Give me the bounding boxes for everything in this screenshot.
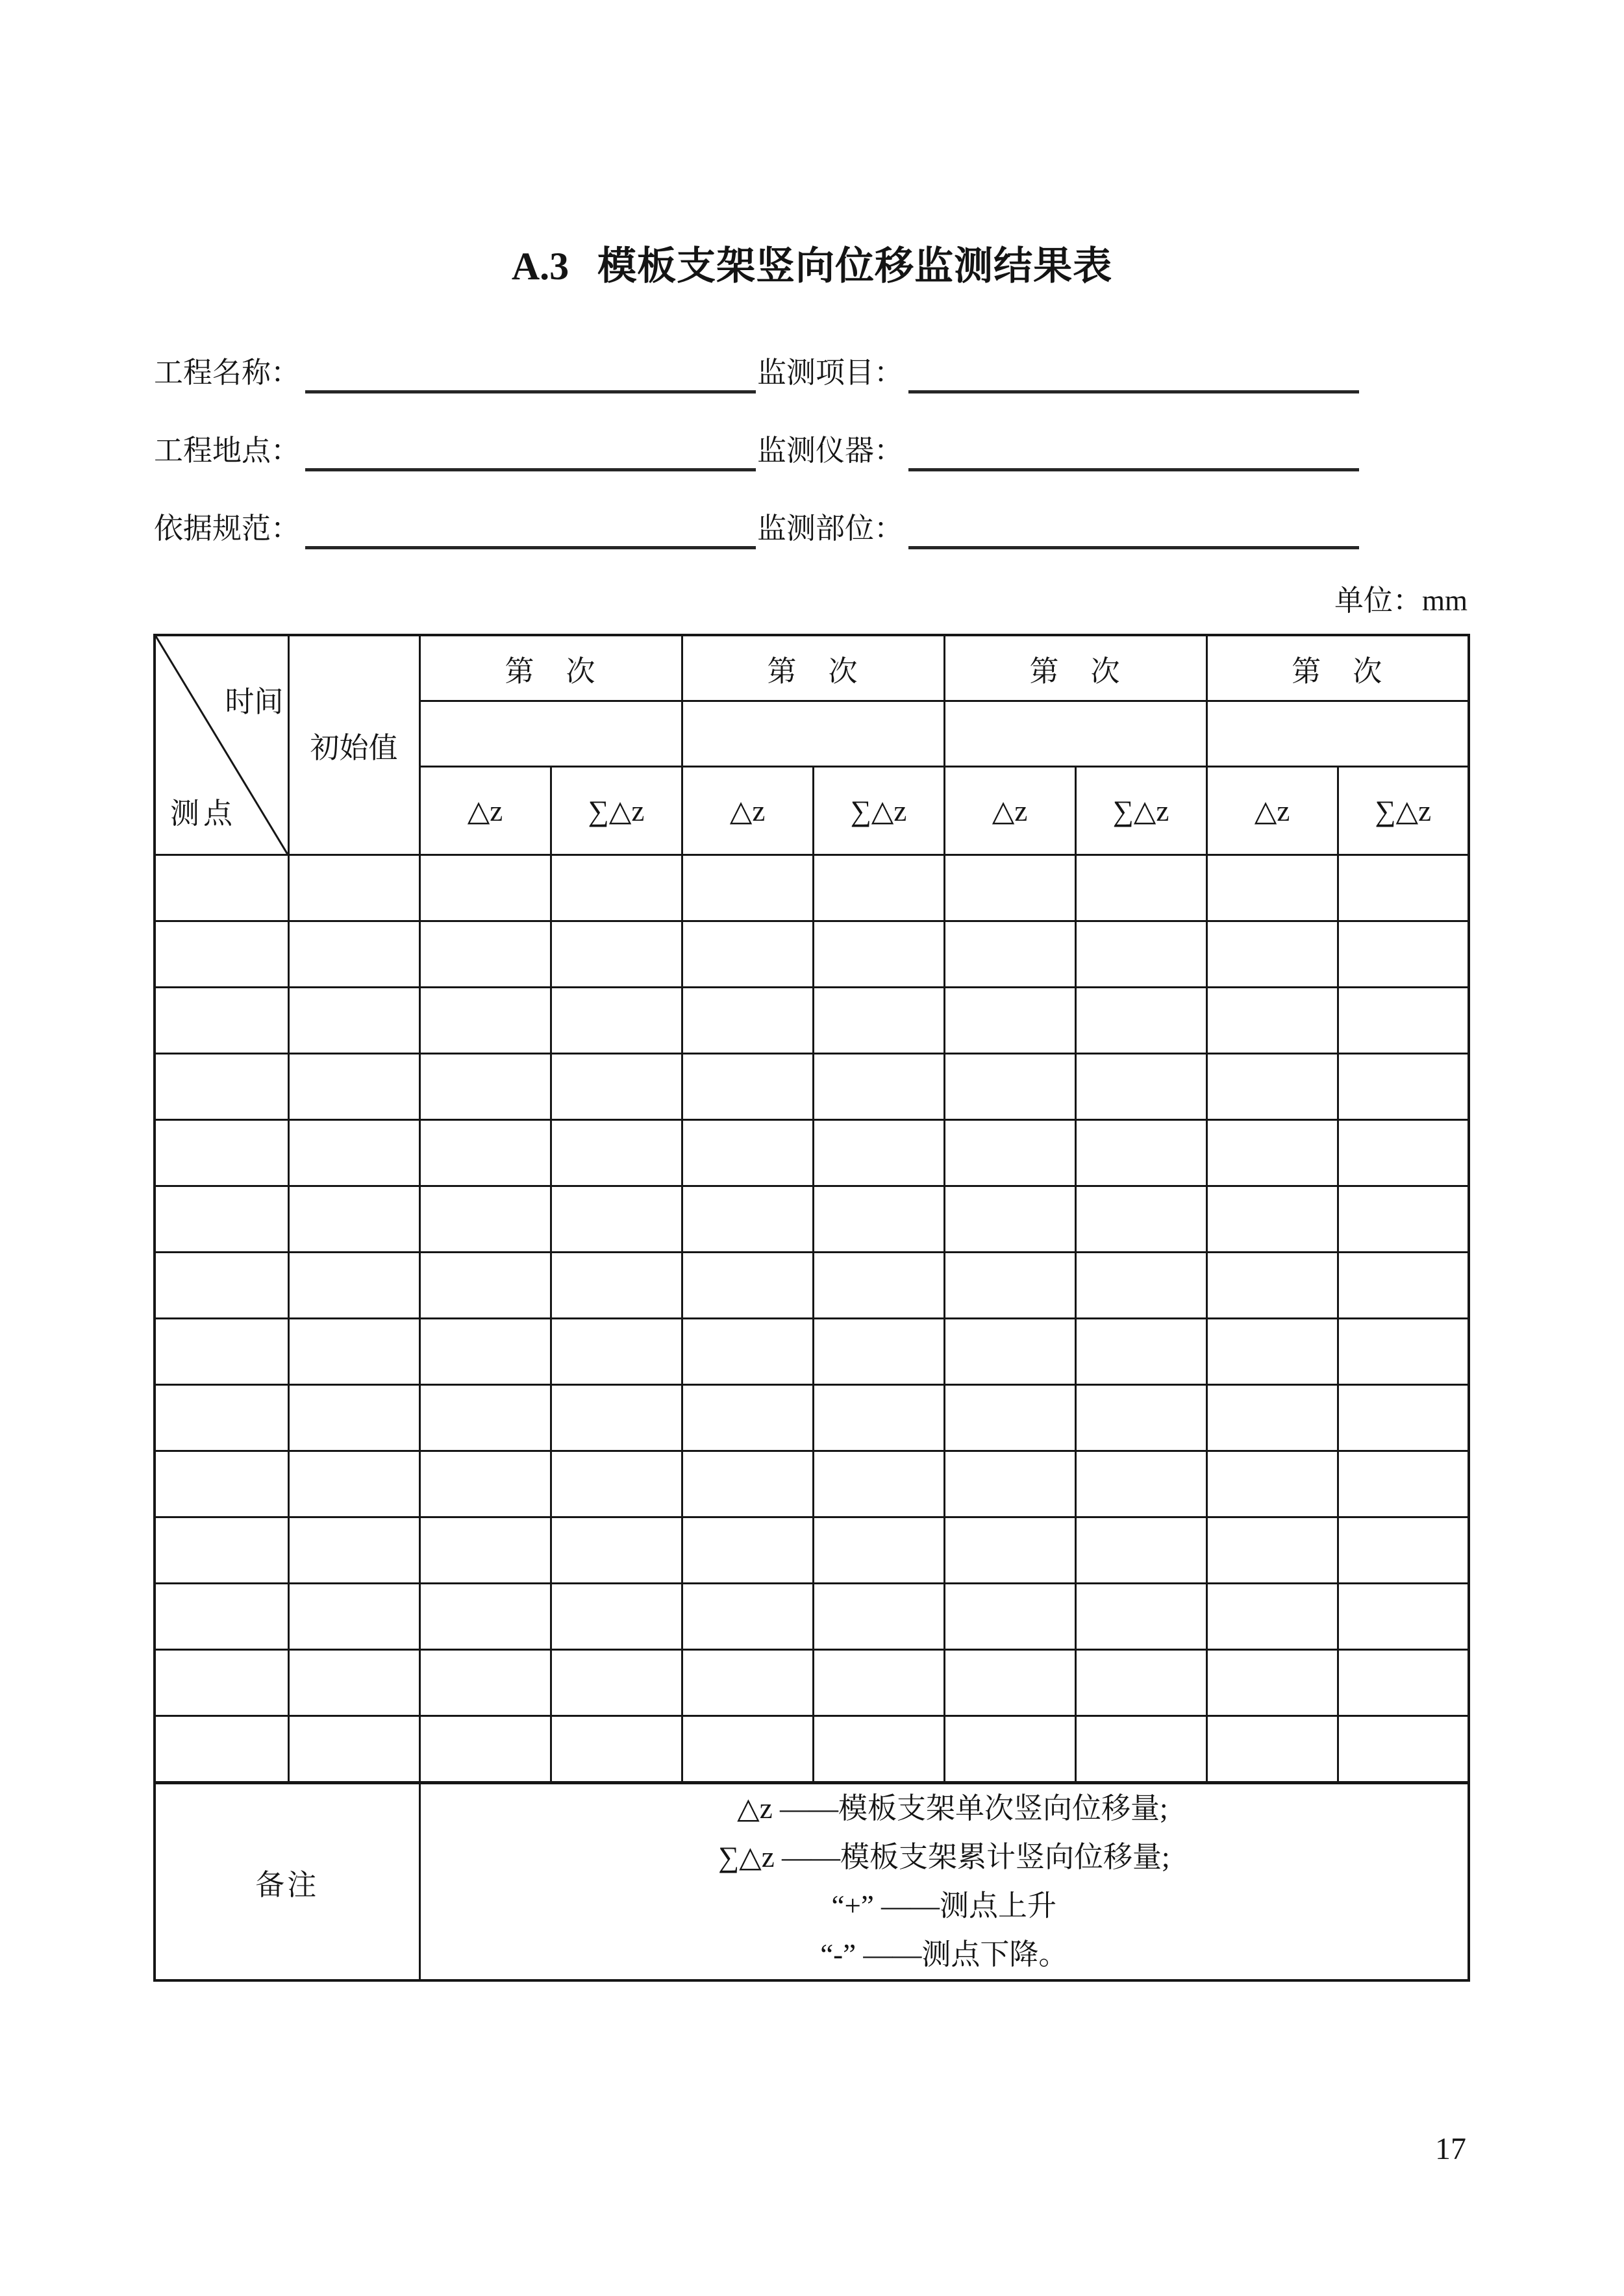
monitoring-table [153, 634, 1470, 1982]
subheader-dz-3: △z [944, 767, 1075, 855]
page-title [0, 235, 1624, 291]
body-cell [288, 1517, 419, 1584]
subheader-sum-dz-1: ∑△z [551, 767, 682, 855]
body-cell [813, 1120, 944, 1186]
body-cell [1075, 1186, 1206, 1253]
body-cell [155, 1186, 288, 1253]
body-cell [813, 1451, 944, 1517]
subheader-dz-1: △z [419, 767, 551, 855]
body-cell [288, 1319, 419, 1385]
body-cell [682, 1253, 813, 1319]
remark-body [419, 1783, 1469, 1981]
form-row-1 [154, 351, 1359, 393]
form-field-left [154, 508, 756, 549]
body-cell [1075, 988, 1206, 1054]
body-cell [1206, 988, 1338, 1054]
body-cell [813, 1054, 944, 1120]
body-cell [1338, 1451, 1469, 1517]
body-cell [1338, 1584, 1469, 1650]
body-cell [551, 1517, 682, 1584]
body-cell [155, 1120, 288, 1186]
body-cell [944, 1120, 1075, 1186]
body-cell [944, 1650, 1075, 1716]
form-row-2 [154, 429, 1359, 471]
body-cell [1338, 1120, 1469, 1186]
body-cell [288, 1584, 419, 1650]
body-cell [155, 1054, 288, 1120]
body-cell [944, 855, 1075, 921]
body-row-3 [155, 988, 1469, 1054]
form-field-right [757, 430, 1359, 471]
body-cell [944, 1186, 1075, 1253]
remark-line-4: “-” ——测点下降。 [820, 1938, 1068, 1971]
body-cell [1075, 1650, 1206, 1716]
field-label: 工程地点： [154, 434, 301, 467]
field-label: 监测部位： [756, 512, 903, 545]
body-row-1 [155, 855, 1469, 921]
body-cell [944, 988, 1075, 1054]
body-cell [1206, 855, 1338, 921]
page-number: 17 [1435, 2132, 1466, 2166]
body-cell [1206, 1186, 1338, 1253]
body-cell [155, 988, 288, 1054]
body-cell [1338, 1385, 1469, 1451]
body-cell [1206, 1120, 1338, 1186]
field-underline [908, 354, 1359, 393]
subheader-dz-4: △z [1206, 767, 1338, 855]
body-cell [288, 1120, 419, 1186]
body-cell [419, 1319, 551, 1385]
body-cell [1075, 855, 1206, 921]
body-cell [155, 1584, 288, 1650]
body-cell [813, 1716, 944, 1783]
remark-row [155, 1783, 1469, 1981]
body-row-14 [155, 1716, 1469, 1783]
body-cell [419, 1385, 551, 1451]
corner-label-point: 测点 [170, 797, 237, 830]
corner-label-time: 时间 [225, 686, 284, 718]
body-cell [813, 1584, 944, 1650]
group-header-4: 第 次 [1206, 635, 1469, 701]
body-cell [1206, 1716, 1338, 1783]
form-field-right [757, 353, 1359, 393]
body-cell [288, 855, 419, 921]
body-cell [419, 1584, 551, 1650]
body-cell [1338, 1253, 1469, 1319]
group-date-cell-1 [419, 701, 682, 767]
body-row-4 [155, 1054, 1469, 1120]
body-cell [1206, 1517, 1338, 1584]
body-cell [682, 1385, 813, 1451]
body-cell [419, 1054, 551, 1120]
body-cell [1338, 921, 1469, 988]
body-cell [944, 1054, 1075, 1120]
remark-line-1: △z ——模板支架单次竖向位移量; [737, 1792, 1168, 1825]
body-cell [682, 1650, 813, 1716]
body-cell [944, 1451, 1075, 1517]
body-cell [813, 988, 944, 1054]
subheader-sum-dz-3: ∑△z [1075, 767, 1206, 855]
body-cell [1075, 1451, 1206, 1517]
initial-value-header: 初始值 [288, 635, 419, 855]
body-cell [551, 855, 682, 921]
body-cell [288, 1186, 419, 1253]
form-field-right [757, 508, 1359, 549]
body-cell [1206, 1385, 1338, 1451]
body-cell [1338, 1186, 1469, 1253]
body-cell [1338, 1517, 1469, 1584]
body-cell [813, 1186, 944, 1253]
body-cell [682, 1186, 813, 1253]
field-underline [908, 510, 1359, 549]
body-cell [1338, 1650, 1469, 1716]
field-label: 监测仪器： [756, 434, 903, 467]
body-cell [419, 855, 551, 921]
body-cell [551, 988, 682, 1054]
body-cell [288, 1385, 419, 1451]
body-cell [1338, 1319, 1469, 1385]
body-row-13 [155, 1650, 1469, 1716]
body-cell [419, 1253, 551, 1319]
body-cell [551, 921, 682, 988]
body-cell [1206, 921, 1338, 988]
remark-label: 备注 [155, 1783, 419, 1981]
body-cell [551, 1319, 682, 1385]
body-cell [551, 1650, 682, 1716]
body-cell [155, 1517, 288, 1584]
body-cell [813, 1253, 944, 1319]
body-cell [813, 1650, 944, 1716]
body-cell [1075, 921, 1206, 988]
body-cell [1338, 1054, 1469, 1120]
body-cell [1075, 1517, 1206, 1584]
body-cell [1075, 1385, 1206, 1451]
title-section-number: A.3 [511, 245, 569, 288]
remark-line-2: ∑△z ——模板支架累计竖向位移量; [718, 1841, 1170, 1873]
body-cell [813, 1517, 944, 1584]
title-text: 模板支架竖向位移监测结果表 [597, 245, 1113, 288]
body-cell [682, 1517, 813, 1584]
body-cell [1206, 1319, 1338, 1385]
body-cell [682, 1120, 813, 1186]
body-row-7 [155, 1253, 1469, 1319]
group-date-cell-2 [682, 701, 944, 767]
body-cell [1206, 1650, 1338, 1716]
body-cell [155, 1716, 288, 1783]
body-cell [1075, 1319, 1206, 1385]
body-cell [944, 1716, 1075, 1783]
body-cell [944, 1385, 1075, 1451]
header-form [154, 351, 1359, 584]
body-row-9 [155, 1385, 1469, 1451]
body-cell [419, 1186, 551, 1253]
form-field-left [154, 430, 756, 471]
body-cell [1338, 1716, 1469, 1783]
body-cell [288, 921, 419, 988]
body-cell [1075, 1120, 1206, 1186]
body-cell [1075, 1584, 1206, 1650]
body-cell [155, 1650, 288, 1716]
body-cell [419, 1716, 551, 1783]
body-cell [288, 1650, 419, 1716]
group-date-cell-4 [1206, 701, 1469, 767]
body-cell [155, 1385, 288, 1451]
body-cell [813, 921, 944, 988]
group-header-2: 第 次 [682, 635, 944, 701]
body-row-11 [155, 1517, 1469, 1584]
body-cell [419, 1120, 551, 1186]
body-cell [682, 855, 813, 921]
field-underline [908, 432, 1359, 471]
form-row-3 [154, 506, 1359, 549]
body-cell [419, 1517, 551, 1584]
field-underline [305, 354, 756, 393]
body-cell [1206, 1253, 1338, 1319]
field-label: 依据规范： [154, 512, 301, 545]
body-cell [944, 1253, 1075, 1319]
field-label: 工程名称： [154, 356, 301, 389]
body-cell [288, 1716, 419, 1783]
body-cell [1075, 1716, 1206, 1783]
body-cell [813, 1319, 944, 1385]
body-cell [551, 1054, 682, 1120]
body-cell [419, 988, 551, 1054]
group-header-3: 第 次 [944, 635, 1206, 701]
body-cell [419, 1451, 551, 1517]
body-cell [551, 1584, 682, 1650]
group-date-cell-3 [944, 701, 1206, 767]
body-cell [419, 1650, 551, 1716]
body-cell [944, 921, 1075, 988]
body-cell [1206, 1584, 1338, 1650]
body-cell [155, 1451, 288, 1517]
body-cell [813, 1385, 944, 1451]
body-row-5 [155, 1120, 1469, 1186]
body-cell [682, 1054, 813, 1120]
field-underline [305, 510, 756, 549]
body-cell [813, 855, 944, 921]
body-cell [682, 1716, 813, 1783]
body-cell [682, 1319, 813, 1385]
body-cell [551, 1716, 682, 1783]
body-row-8 [155, 1319, 1469, 1385]
body-cell [155, 1253, 288, 1319]
body-cell [288, 1253, 419, 1319]
subheader-sum-dz-4: ∑△z [1338, 767, 1469, 855]
field-label: 监测项目： [756, 356, 903, 389]
body-cell [551, 1385, 682, 1451]
remark-line-3: “+” ——测点上升 [831, 1890, 1057, 1922]
body-cell [155, 855, 288, 921]
body-cell [551, 1120, 682, 1186]
body-cell [944, 1319, 1075, 1385]
body-cell [288, 988, 419, 1054]
field-underline [305, 432, 756, 471]
body-cell [1338, 988, 1469, 1054]
body-cell [288, 1054, 419, 1120]
body-cell [419, 921, 551, 988]
body-cell [682, 988, 813, 1054]
corner-cell [155, 635, 288, 855]
body-cell [1338, 855, 1469, 921]
body-row-10 [155, 1451, 1469, 1517]
body-cell [288, 1451, 419, 1517]
body-row-6 [155, 1186, 1469, 1253]
body-cell [682, 1451, 813, 1517]
body-cell [1206, 1054, 1338, 1120]
body-cell [682, 1584, 813, 1650]
form-field-left [154, 353, 756, 393]
body-row-12 [155, 1584, 1469, 1650]
body-cell [944, 1517, 1075, 1584]
body-cell [155, 921, 288, 988]
subheader-dz-2: △z [682, 767, 813, 855]
body-cell [551, 1186, 682, 1253]
body-cell [551, 1253, 682, 1319]
body-cell [682, 921, 813, 988]
body-row-2 [155, 921, 1469, 988]
subheader-sum-dz-2: ∑△z [813, 767, 944, 855]
body-cell [1206, 1451, 1338, 1517]
unit-label: 单位：mm [1334, 584, 1468, 617]
body-cell [551, 1451, 682, 1517]
body-cell [1075, 1253, 1206, 1319]
group-header-1: 第 次 [419, 635, 682, 701]
body-cell [155, 1319, 288, 1385]
body-cell [1075, 1054, 1206, 1120]
body-cell [944, 1584, 1075, 1650]
